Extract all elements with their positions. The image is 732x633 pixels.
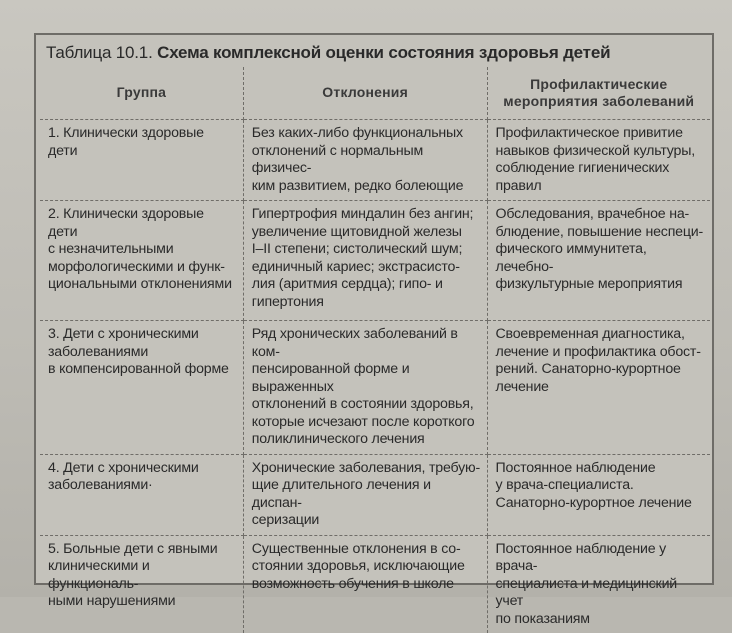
cell-measures: Постоянное наблюдение у врача- специалиста и медицинский учет по показаниям (487, 535, 710, 633)
cell-group: 3. Дети с хроническими заболеваниями в компенсированной форме (40, 321, 243, 455)
table-row (40, 454, 710, 535)
cell-deviations: Гипертрофия миндалин без ангин; увеличение щитовидной железы I–II степени; систолический шум; единичный кариес; экстрасисто- лия (аритмия сердца); гипо- и гипертония (243, 201, 487, 321)
header-row (40, 67, 710, 120)
table-row (40, 321, 710, 455)
cell-deviations: Ряд хронических заболеваний в ком- пенсированной форме и выраженных отклонений в состоянии здоровья, которые исчезают после короткого поликлинического лечения (243, 321, 487, 455)
table-number: Таблица 10.1. (46, 43, 153, 62)
cell-measures: Своевременная диагностика, лечение и профилактика обост- рений. Санаторно-курортное лечение (487, 321, 710, 455)
header-group: Группа (40, 67, 243, 120)
header-measures: Профилактические мероприятия заболеваний (487, 67, 710, 120)
cell-deviations: Хронические заболевания, требую- щие длительного лечения и диспан- серизации (243, 454, 487, 535)
table-caption (46, 43, 610, 63)
header-deviations: Отклонения (243, 67, 487, 120)
cell-group: 1. Клинически здоровые дети (40, 120, 243, 201)
table-row (40, 120, 710, 201)
cell-deviations: Существенные отклонения в со- стоянии здоровья, исключающие возможность обучения в школе (243, 535, 487, 633)
cell-group: 2. Клинически здоровые дети с незначительными морфологическими и функ- циональными отклонениями (40, 201, 243, 321)
cell-measures: Профилактическое привитие навыков физической культуры, соблюдение гигиенических правил (487, 120, 710, 201)
table-title: Схема комплексной оценки состояния здоровья детей (157, 43, 611, 62)
health-assessment-table (40, 67, 710, 633)
table-row (40, 201, 710, 321)
cell-deviations: Без каких-либо функциональных отклонений с нормальным физичес- ким развитием, редко болеющие (243, 120, 487, 201)
cell-group: 4. Дети с хроническими заболеваниями· (40, 454, 243, 535)
cell-measures: Обследования, врачебное на- блюдение, повышение неспеци- фического иммунитета, лечебно- физкультурные мероприятия (487, 201, 710, 321)
cell-group: 5. Больные дети с явными клиническими и функциональ- ными нарушениями (40, 535, 243, 633)
table-row (40, 535, 710, 633)
table-frame (34, 33, 714, 627)
cell-measures: Постоянное наблюдение у врача-специалиста. Санаторно-курортное лечение (487, 454, 710, 535)
